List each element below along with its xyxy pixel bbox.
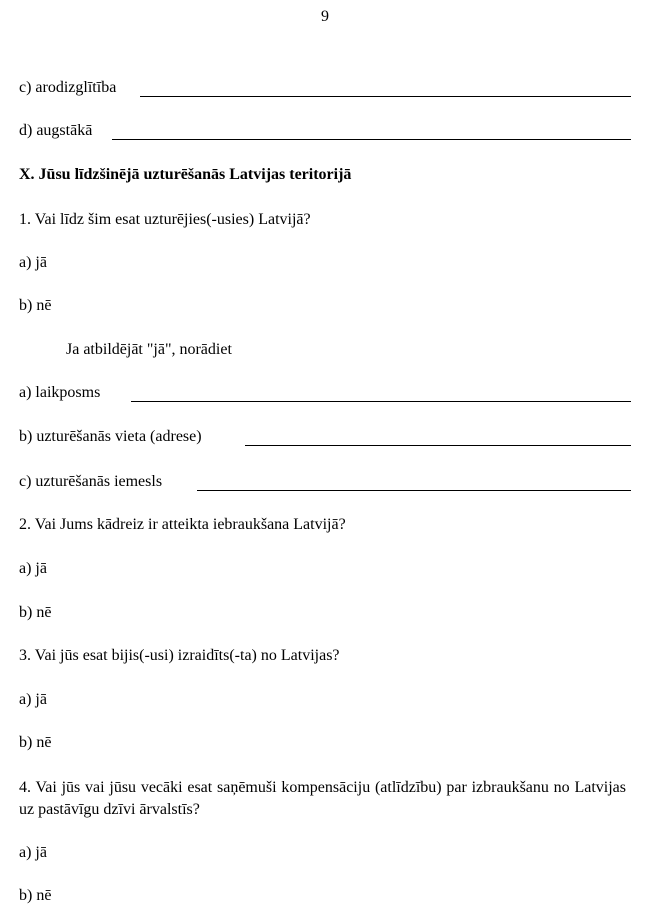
q3-option-yes[interactable]: a) jā <box>19 691 47 708</box>
question-4: 4. Vai jūs vai jūsu vecāki esat saņēmuši kompensāciju (atlīdzību) par izbraukšanu no Latvijas uz pastāvīgu dzīvi ārvalstīs? <box>19 779 626 818</box>
item-higher-label: d) augstākā <box>19 122 93 139</box>
item-vocational-label: c) arodizglītība <box>19 79 117 96</box>
item-higher-field[interactable] <box>112 139 631 140</box>
q1-address-label: b) uzturēšanās vieta (adrese) <box>19 428 202 445</box>
item-vocational-field[interactable] <box>140 96 631 97</box>
q1-option-yes[interactable]: a) jā <box>19 254 47 271</box>
q2-option-yes[interactable]: a) jā <box>19 560 47 577</box>
q1-followup: Ja atbildējāt "jā", norādiet <box>66 341 232 358</box>
q4-option-no[interactable]: b) nē <box>19 887 52 904</box>
q4-option-yes[interactable]: a) jā <box>19 844 47 861</box>
q1-reason-label: c) uzturēšanās iemesls <box>19 473 163 490</box>
question-2: 2. Vai Jums kādreiz ir atteikta iebraukšana Latvijā? <box>19 516 346 533</box>
q1-option-no[interactable]: b) nē <box>19 297 52 314</box>
q1-period-label: a) laikposms <box>19 384 101 401</box>
question-1: 1. Vai līdz šim esat uzturējies(-usies) Latvijā? <box>19 211 311 228</box>
q1-period-field[interactable] <box>131 401 631 402</box>
q2-option-no[interactable]: b) nē <box>19 604 52 621</box>
q3-option-no[interactable]: b) nē <box>19 734 52 751</box>
question-3: 3. Vai jūs esat bijis(-usi) izraidīts(-ta) no Latvijas? <box>19 647 340 664</box>
section-title: X. Jūsu līdzšinējā uzturēšanās Latvijas teritorijā <box>19 166 352 183</box>
page-number: 9 <box>321 8 329 25</box>
q1-address-field[interactable] <box>245 445 631 446</box>
q1-reason-field[interactable] <box>197 490 631 491</box>
